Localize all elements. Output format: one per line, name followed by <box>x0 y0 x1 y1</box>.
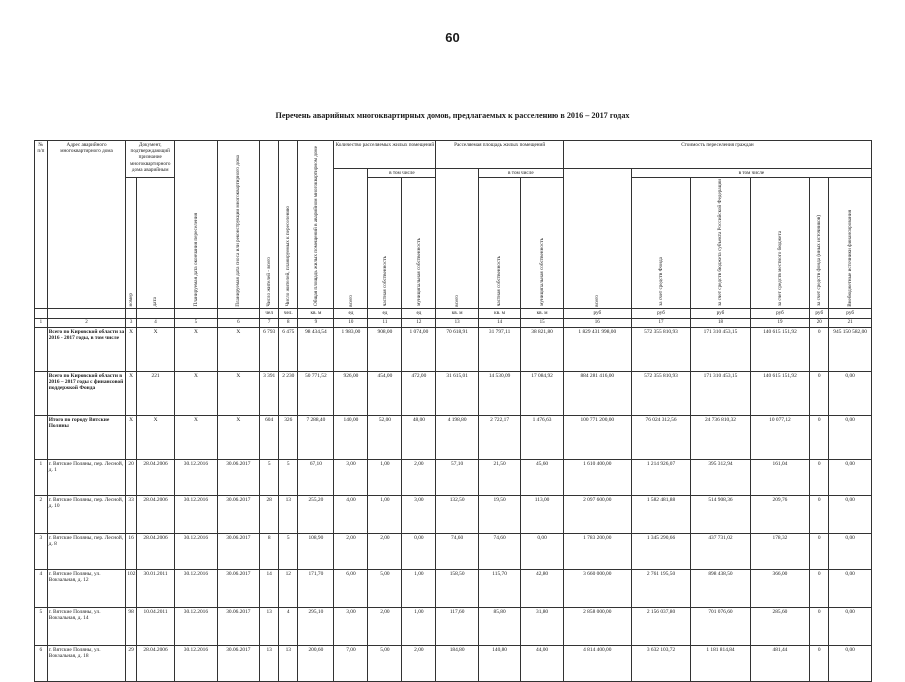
column-number-cell: 12 <box>402 318 436 327</box>
cell-q-all: 4,00 <box>334 495 368 533</box>
cell-c-all: 1 829 431 998,00 <box>563 327 631 371</box>
cell-c-all: 2 097 600,00 <box>563 495 631 533</box>
header-cost-incl: в том числе <box>631 169 871 178</box>
cell-p-move: 326 <box>279 415 298 459</box>
cell-n <box>35 415 48 459</box>
unit-cell <box>126 309 137 318</box>
cell-c-fund: 1 214 926,07 <box>631 459 690 495</box>
header-area-incl: в том числе <box>478 169 563 178</box>
unit-cell: чел. <box>279 309 298 318</box>
column-number-cell: 1 <box>35 318 48 327</box>
cell-num: 20 <box>126 459 137 495</box>
cell-end: 30.12.2016 <box>175 495 217 533</box>
cell-p-all: 13 <box>260 607 279 645</box>
cell-demo: X <box>217 371 259 415</box>
column-number-cell: 2 <box>47 318 126 327</box>
header-residents-total: Число жителей - всего <box>260 141 279 309</box>
cell-a-all: 117,60 <box>436 607 478 645</box>
cell-q-all: 140,00 <box>334 415 368 459</box>
unit-cell: руб <box>810 309 829 318</box>
cell-demo: 30.06.2017 <box>217 607 259 645</box>
header-doc-number: номер <box>126 178 137 309</box>
cell-p-move: 12 <box>279 569 298 607</box>
cell-c-loc: 178,32 <box>750 533 809 569</box>
column-number-cell: 18 <box>691 318 750 327</box>
column-number-cell: 6 <box>217 318 259 327</box>
header-qty-total: всего <box>334 169 368 309</box>
cell-end: 30.12.2016 <box>175 607 217 645</box>
cell-date: 28.04.2006 <box>136 645 174 681</box>
column-number-cell: 7 <box>260 318 279 327</box>
unit-cell <box>47 309 126 318</box>
cell-q-priv: 1,00 <box>368 495 402 533</box>
unit-cell: ед <box>402 309 436 318</box>
cell-c-loc: 366,00 <box>750 569 809 607</box>
unit-cell <box>175 309 217 318</box>
cell-q-priv: 1,00 <box>368 459 402 495</box>
header-cost-group: Стоимость переселения граждан <box>563 141 871 169</box>
cell-c-oth: 0 <box>810 607 829 645</box>
column-number-cell: 3 <box>126 318 137 327</box>
cell-date: 30.01.2011 <box>136 569 174 607</box>
cell-p-all: 5 <box>260 459 279 495</box>
cell-q-mun: 2,00 <box>402 645 436 681</box>
cell-addr: г. Вятские Поляны, пер. Лесной, д. 10 <box>47 495 126 533</box>
page-number: 60 <box>445 30 460 45</box>
cell-p-move: 5 <box>279 459 298 495</box>
unit-cell: чел <box>260 309 279 318</box>
cell-area: 255,20 <box>298 495 334 533</box>
cell-n: 3 <box>35 533 48 569</box>
cell-p-all: 604 <box>260 415 279 459</box>
unit-cell: руб <box>829 309 872 318</box>
header-cost-other: за счет средств фонда (иных источников) <box>810 178 829 309</box>
cell-a-all: 70 618,91 <box>436 327 478 371</box>
column-number-cell: 9 <box>298 318 334 327</box>
cell-c-oth: 0 <box>810 327 829 371</box>
cell-a-all: 158,50 <box>436 569 478 607</box>
cell-c-oth: 0 <box>810 533 829 569</box>
cell-a-mun: 113,00 <box>521 495 563 533</box>
unit-cell <box>136 309 174 318</box>
table-row <box>35 415 872 459</box>
header-total-area: Общая площадь жилых помещений в аварийном многоквартирном доме <box>298 141 334 309</box>
cell-a-priv: 31 797,11 <box>478 327 520 371</box>
cell-demo: 30.06.2017 <box>217 459 259 495</box>
header-qty-municipal: муниципальная собственность <box>402 178 436 309</box>
cell-c-oth: 0 <box>810 371 829 415</box>
header-demolition-date: Планируемая дата сноса или реконструкции многоквартирного дома <box>217 141 259 309</box>
cell-area: 7 288,40 <box>298 415 334 459</box>
cell-c-reg: 24 736 810,32 <box>691 415 750 459</box>
cell-c-reg: 171 310 453,15 <box>691 327 750 371</box>
cell-c-fund: 572 355 810,93 <box>631 327 690 371</box>
table-row <box>35 495 872 533</box>
cell-c-loc: 140 615 151,92 <box>750 327 809 371</box>
cell-area: 50 771,52 <box>298 371 334 415</box>
cell-date: 28.04.2006 <box>136 495 174 533</box>
cell-c-fund: 572 355 810,93 <box>631 371 690 415</box>
table-row <box>35 569 872 607</box>
cell-c-reg: 701 076,60 <box>691 607 750 645</box>
cell-p-all: 3 391 <box>260 371 279 415</box>
cell-a-priv: 14 530,09 <box>478 371 520 415</box>
cell-end: X <box>175 415 217 459</box>
cell-a-mun: 0,00 <box>521 533 563 569</box>
cell-demo: X <box>217 415 259 459</box>
cell-a-all: 31 615,01 <box>436 371 478 415</box>
cell-area: 200,60 <box>298 645 334 681</box>
table-row <box>35 371 872 415</box>
column-number-cell: 21 <box>829 318 872 327</box>
cell-a-priv: 140,80 <box>478 645 520 681</box>
cell-area: 67,10 <box>298 459 334 495</box>
cell-c-all: 1 610 400,00 <box>563 459 631 495</box>
header-quantity-group: Количество расселяемых жилых помещений <box>334 141 436 169</box>
cell-c-loc: 481,44 <box>750 645 809 681</box>
cell-q-mun: 3,00 <box>402 495 436 533</box>
cell-date: X <box>136 327 174 371</box>
cell-p-all: 8 <box>260 533 279 569</box>
cell-q-mun: 472,00 <box>402 371 436 415</box>
unit-cell: ед <box>334 309 368 318</box>
cell-q-priv: 5,00 <box>368 645 402 681</box>
cell-p-move: 13 <box>279 495 298 533</box>
cell-c-oth: 0 <box>810 495 829 533</box>
cell-n: 1 <box>35 459 48 495</box>
cell-a-all: 132,50 <box>436 495 478 533</box>
cell-c-ext: 0,00 <box>829 495 872 533</box>
cell-demo: 30.06.2017 <box>217 645 259 681</box>
cell-q-all: 3,00 <box>334 459 368 495</box>
cell-addr: г. Вятские Поляны, ул. Вокзальная, д. 12 <box>47 569 126 607</box>
cell-c-ext: 0,00 <box>829 371 872 415</box>
cell-c-ext: 0,00 <box>829 607 872 645</box>
units-row <box>35 309 872 318</box>
cell-n: 2 <box>35 495 48 533</box>
cell-a-all: 57,10 <box>436 459 478 495</box>
cell-c-reg: 395 312,94 <box>691 459 750 495</box>
cell-demo: 30.06.2017 <box>217 495 259 533</box>
cell-n <box>35 371 48 415</box>
cell-q-mun: 0,00 <box>402 533 436 569</box>
unit-cell: кв. м <box>436 309 478 318</box>
cell-q-mun: 48,00 <box>402 415 436 459</box>
cell-p-move: 2 230 <box>279 371 298 415</box>
cell-a-mun: 38 821,80 <box>521 327 563 371</box>
cell-p-all: 13 <box>260 645 279 681</box>
cell-a-priv: 2 722,17 <box>478 415 520 459</box>
cell-demo: X <box>217 327 259 371</box>
cell-c-ext: 0,00 <box>829 415 872 459</box>
cell-c-fund: 2 761 195,50 <box>631 569 690 607</box>
unit-cell: ед <box>368 309 402 318</box>
header-residents-move: Число жителей, планируемых к переселению <box>279 141 298 309</box>
cell-c-fund: 1 582 481,88 <box>631 495 690 533</box>
header-area-municipal: муниципальная собственность <box>521 178 563 309</box>
cell-p-all: 28 <box>260 495 279 533</box>
cell-a-priv: 115,70 <box>478 569 520 607</box>
header-area-total: всего <box>436 169 478 309</box>
cell-c-reg: 1 181 814,84 <box>691 645 750 681</box>
cell-addr: г. Вятские Поляны, ул. Вокзальная, д. 14 <box>47 607 126 645</box>
cell-date: 221 <box>136 371 174 415</box>
column-number-cell: 8 <box>279 318 298 327</box>
document-title: Перечень аварийных многоквартирных домов, предлагаемых к расселению в 2016 – 2017 годах <box>275 111 630 120</box>
cell-q-all: 1 983,00 <box>334 327 368 371</box>
cell-area: 295,10 <box>298 607 334 645</box>
cell-date: X <box>136 415 174 459</box>
cell-a-priv: 21,50 <box>478 459 520 495</box>
cell-num: 29 <box>126 645 137 681</box>
column-number-cell: 10 <box>334 318 368 327</box>
cell-n: 5 <box>35 607 48 645</box>
column-number-cell: 16 <box>563 318 631 327</box>
cell-c-all: 100 771 200,00 <box>563 415 631 459</box>
cell-q-mun: 2,00 <box>402 459 436 495</box>
cell-q-priv: 454,00 <box>368 371 402 415</box>
cell-end: X <box>175 327 217 371</box>
cell-end: 30.12.2016 <box>175 459 217 495</box>
header-cost-local: за счет средств местного бюджета <box>750 178 809 309</box>
cell-a-priv: 74,60 <box>478 533 520 569</box>
cell-addr: г. Вятские Поляны, пер. Лесной, д. 8 <box>47 533 126 569</box>
cell-date: 28.04.2006 <box>136 533 174 569</box>
header-document: Документ, подтверждающий признание многоквартирного дома аварийным <box>126 141 175 178</box>
column-number-cell: 20 <box>810 318 829 327</box>
cell-a-all: 74,60 <box>436 533 478 569</box>
cell-addr: г. Вятские Поляны, ул. Вокзальная, д. 18 <box>47 645 126 681</box>
cell-q-priv: 2,00 <box>368 607 402 645</box>
cell-num: 33 <box>126 495 137 533</box>
cell-end: 30.12.2016 <box>175 533 217 569</box>
cell-a-mun: 44,00 <box>521 645 563 681</box>
header-qty-incl: в том числе <box>368 169 436 178</box>
cell-p-move: 5 <box>279 533 298 569</box>
cell-c-fund: 2 156 037,80 <box>631 607 690 645</box>
column-number-cell: 11 <box>368 318 402 327</box>
cell-date: 10.04.2011 <box>136 607 174 645</box>
cell-p-all: 14 <box>260 569 279 607</box>
cell-c-oth: 0 <box>810 459 829 495</box>
cell-a-mun: 31,80 <box>521 607 563 645</box>
cell-a-mun: 45,60 <box>521 459 563 495</box>
cell-a-mun: 42,80 <box>521 569 563 607</box>
column-number-cell: 17 <box>631 318 690 327</box>
column-number-cell: 14 <box>478 318 520 327</box>
cell-q-priv: 52,00 <box>368 415 402 459</box>
cell-a-mun: 1 476,63 <box>521 415 563 459</box>
cell-demo: 30.06.2017 <box>217 533 259 569</box>
cell-c-loc: 285,60 <box>750 607 809 645</box>
cell-a-all: 184,80 <box>436 645 478 681</box>
table-row <box>35 459 872 495</box>
cell-c-ext: 0,00 <box>829 645 872 681</box>
cell-c-ext: 0,00 <box>829 569 872 607</box>
cell-demo: 30.06.2017 <box>217 569 259 607</box>
cell-c-all: 3 660 000,00 <box>563 569 631 607</box>
cell-c-loc: 140 615 151,92 <box>750 371 809 415</box>
cell-q-all: 6,00 <box>334 569 368 607</box>
header-number: № п/п <box>35 141 48 309</box>
resettlement-table <box>34 140 872 682</box>
cell-c-reg: 437 731,02 <box>691 533 750 569</box>
unit-cell <box>217 309 259 318</box>
cell-q-priv: 5,00 <box>368 569 402 607</box>
unit-cell: руб <box>631 309 690 318</box>
unit-cell: руб <box>750 309 809 318</box>
cell-a-priv: 19,50 <box>478 495 520 533</box>
unit-cell: руб <box>563 309 631 318</box>
cell-c-oth: 0 <box>810 569 829 607</box>
cell-c-oth: 0 <box>810 415 829 459</box>
table-row <box>35 327 872 371</box>
cell-c-oth: 0 <box>810 645 829 681</box>
cell-p-move: 13 <box>279 645 298 681</box>
cell-num: X <box>126 415 137 459</box>
cell-addr: Всего по Кировской области в 2016 – 2017 годы с финансовой поддержкой Фонда <box>47 371 126 415</box>
cell-num: 16 <box>126 533 137 569</box>
cell-a-all: 4 198,80 <box>436 415 478 459</box>
cell-end: X <box>175 371 217 415</box>
column-number-cell: 19 <box>750 318 809 327</box>
cell-q-mun: 1,00 <box>402 607 436 645</box>
cell-q-priv: 2,00 <box>368 533 402 569</box>
unit-cell <box>35 309 48 318</box>
cell-q-all: 7,00 <box>334 645 368 681</box>
cell-area: 171,70 <box>298 569 334 607</box>
cell-c-all: 2 858 000,00 <box>563 607 631 645</box>
cell-date: 28.04.2006 <box>136 459 174 495</box>
column-number-cell: 4 <box>136 318 174 327</box>
cell-p-move: 4 <box>279 607 298 645</box>
cell-num: 102 <box>126 569 137 607</box>
cell-c-all: 4 814 400,00 <box>563 645 631 681</box>
cell-end: 30.12.2016 <box>175 645 217 681</box>
unit-cell: кв. м <box>521 309 563 318</box>
cell-n: 4 <box>35 569 48 607</box>
cell-c-all: 884 281 416,00 <box>563 371 631 415</box>
header-end-date: Планируемая дата окончания переселения <box>175 141 217 309</box>
cell-c-all: 1 783 200,00 <box>563 533 631 569</box>
cell-c-ext: 0,00 <box>829 459 872 495</box>
cell-q-all: 2,00 <box>334 533 368 569</box>
cell-q-priv: 908,00 <box>368 327 402 371</box>
cell-a-priv: 85,80 <box>478 607 520 645</box>
cell-c-ext: 0,00 <box>829 533 872 569</box>
cell-q-all: 3,00 <box>334 607 368 645</box>
column-numbers-row <box>35 318 872 327</box>
cell-area: 98 434,54 <box>298 327 334 371</box>
cell-end: 30.12.2016 <box>175 569 217 607</box>
unit-cell: руб <box>691 309 750 318</box>
cell-c-reg: 171 310 453,15 <box>691 371 750 415</box>
cell-area: 108,90 <box>298 533 334 569</box>
cell-a-mun: 17 084,92 <box>521 371 563 415</box>
cell-n: 6 <box>35 645 48 681</box>
cell-c-loc: 161,04 <box>750 459 809 495</box>
table-row <box>35 533 872 569</box>
table-row <box>35 607 872 645</box>
cell-addr: Всего по Кировской области за 2016 - 2017 годы, в том числе <box>47 327 126 371</box>
cell-n <box>35 327 48 371</box>
column-number-cell: 5 <box>175 318 217 327</box>
cell-c-fund: 3 632 103,72 <box>631 645 690 681</box>
header-cost-extra: Внебюджетные источники финансирования <box>829 178 872 309</box>
column-number-cell: 13 <box>436 318 478 327</box>
cell-c-reg: 514 908,36 <box>691 495 750 533</box>
table-row <box>35 645 872 681</box>
header-address: Адрес аварийного многоквартирного дома <box>47 141 126 309</box>
cell-q-mun: 1 074,00 <box>402 327 436 371</box>
header-cost-total: всего <box>563 169 631 309</box>
cell-c-loc: 209,76 <box>750 495 809 533</box>
header-area-group: Расселяемая площадь жилых помещений <box>436 141 563 169</box>
cell-c-fund: 76 024 312,56 <box>631 415 690 459</box>
unit-cell: кв. м <box>298 309 334 318</box>
cell-c-fund: 1 345 290,66 <box>631 533 690 569</box>
cell-addr: г. Вятские Поляны, пер. Лесной, д. 1 <box>47 459 126 495</box>
cell-num: X <box>126 327 137 371</box>
cell-addr: Итого по городу Вятские Поляны <box>47 415 126 459</box>
cell-q-all: 926,00 <box>334 371 368 415</box>
cell-num: 98 <box>126 607 137 645</box>
cell-c-loc: 10 077,12 <box>750 415 809 459</box>
header-doc-date: дата <box>136 178 174 309</box>
cell-c-ext: 945 150 582,00 <box>829 327 872 371</box>
cell-c-reg: 898 438,50 <box>691 569 750 607</box>
unit-cell: кв. м <box>478 309 520 318</box>
column-number-cell: 15 <box>521 318 563 327</box>
header-area-private: частная собственность <box>478 178 520 309</box>
cell-q-mun: 1,00 <box>402 569 436 607</box>
cell-p-move: 6 475 <box>279 327 298 371</box>
cell-p-all: 6 793 <box>260 327 279 371</box>
header-cost-fund: за счет средств Фонда <box>631 178 690 309</box>
header-qty-private: частная собственность <box>368 178 402 309</box>
cell-num: X <box>126 371 137 415</box>
header-cost-regional: за счет средств бюджета субъекта Российской Федерации <box>691 178 750 309</box>
